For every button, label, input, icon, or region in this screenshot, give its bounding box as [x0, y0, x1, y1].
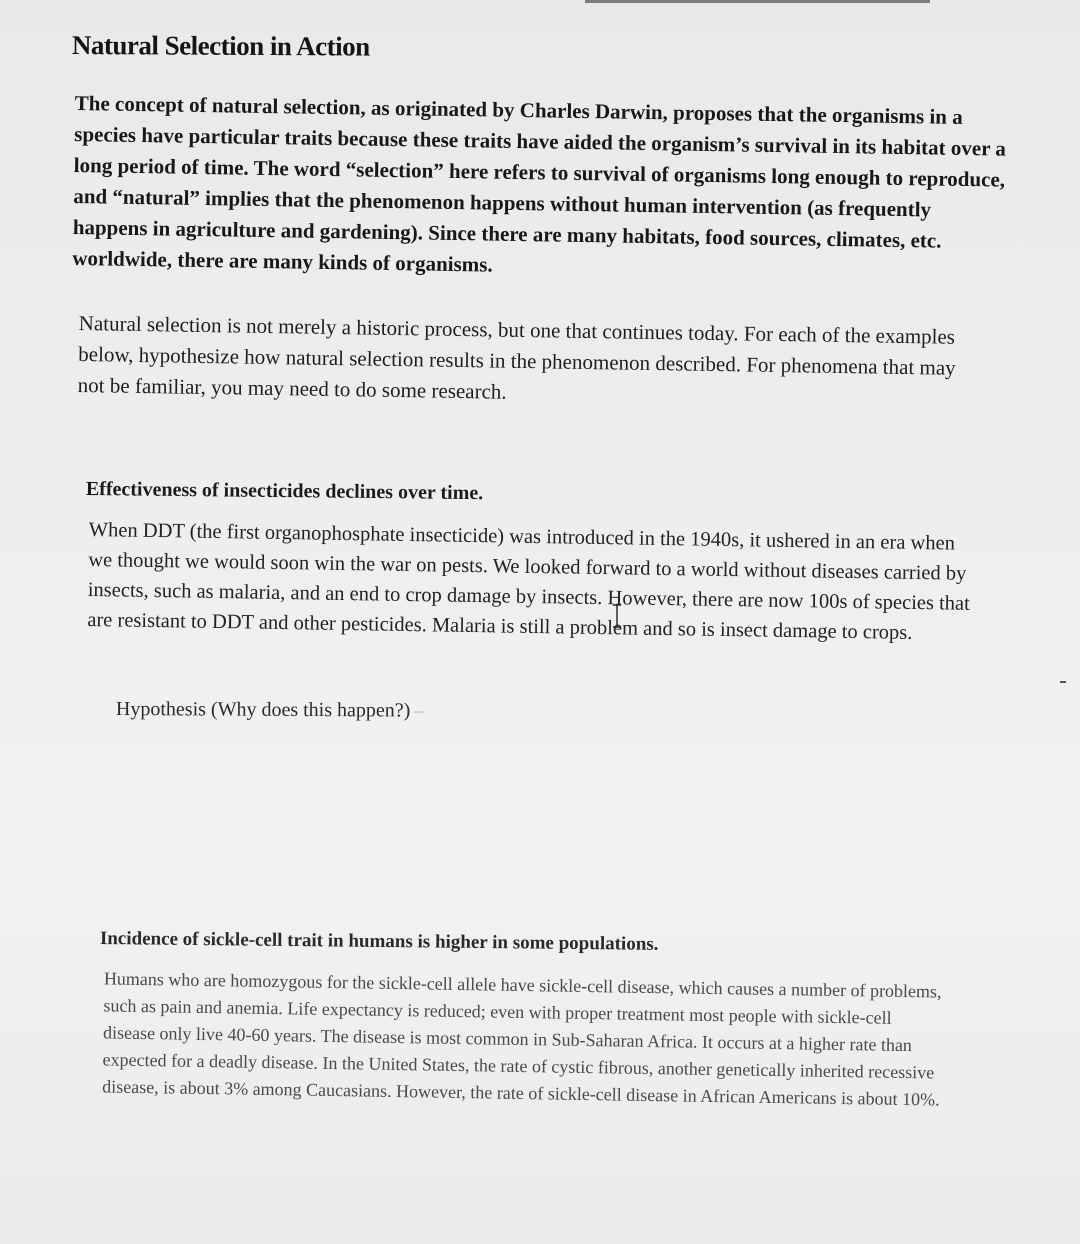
answer-line	[414, 711, 424, 712]
hypothesis-prompt[interactable]	[116, 698, 425, 723]
sickle-cell-heading: Incidence of sickle-cell trait in humans is higher in some populations.	[99, 928, 659, 955]
insecticides-heading: Effectiveness of insecticides declines over time.	[85, 478, 484, 505]
hypothesis-prompt-label: Hypothesis (Why does this happen?)	[115, 698, 411, 722]
i-beam-cursor-icon	[611, 604, 623, 628]
insecticides-body: When DDT (the first organophosphate insecticide) was introduced in the 1940s, it ushered in an era when we thought we would soon win the war on pests. We looked forward to a world without diseases carried by insects, such as malaria, and an end to crop damage by insects. However, there are now 100s of species that are resistant to DDT and other pesticides. Malaria is still a problem and so is insect damage to crops.	[87, 518, 970, 644]
margin-mark	[1060, 681, 1066, 683]
intro-paragraph: The concept of natural selection, as originated by Charles Darwin, proposes that the organisms in a species have particular traits because these traits have aided the organism’s survival in its habitat over a long period of time. The word “selection” here refers to survival of organisms long enough to reproduce, and “natural” implies that the phenomenon happens without human intervention (as frequently happens in agriculture and gardening). Since there are many habitats, food sources, climates, etc. worldwide, there are many kinds of organisms.	[72, 90, 1007, 277]
instructions-paragraph: Natural selection is not merely a historic process, but one that continues today. For each of the examples below, hypothesize how natural selection results in the phenomenon described. For phenomena that may not be familiar, you may need to do some research.	[77, 310, 956, 404]
document-title: Natural Selection in Action	[71, 30, 370, 62]
sickle-cell-body: Humans who are homozygous for the sickle-cell allele have sickle-cell disease, which causes a number of problems, such as pain and anemia. Life expectancy is reduced; even with proper treatment most people with sickle-cell disease only live 40-60 years. The disease is most common in Sub-Saharan Africa. It occurs at a higher rate than expected for a deadly disease. In the United States, the rate of cystic fibrous, another genetically inherited recessive disease, is about 3% among Caucasians. However, the rate of sickle-cell disease in African Americans is about 10%.	[102, 968, 942, 1110]
